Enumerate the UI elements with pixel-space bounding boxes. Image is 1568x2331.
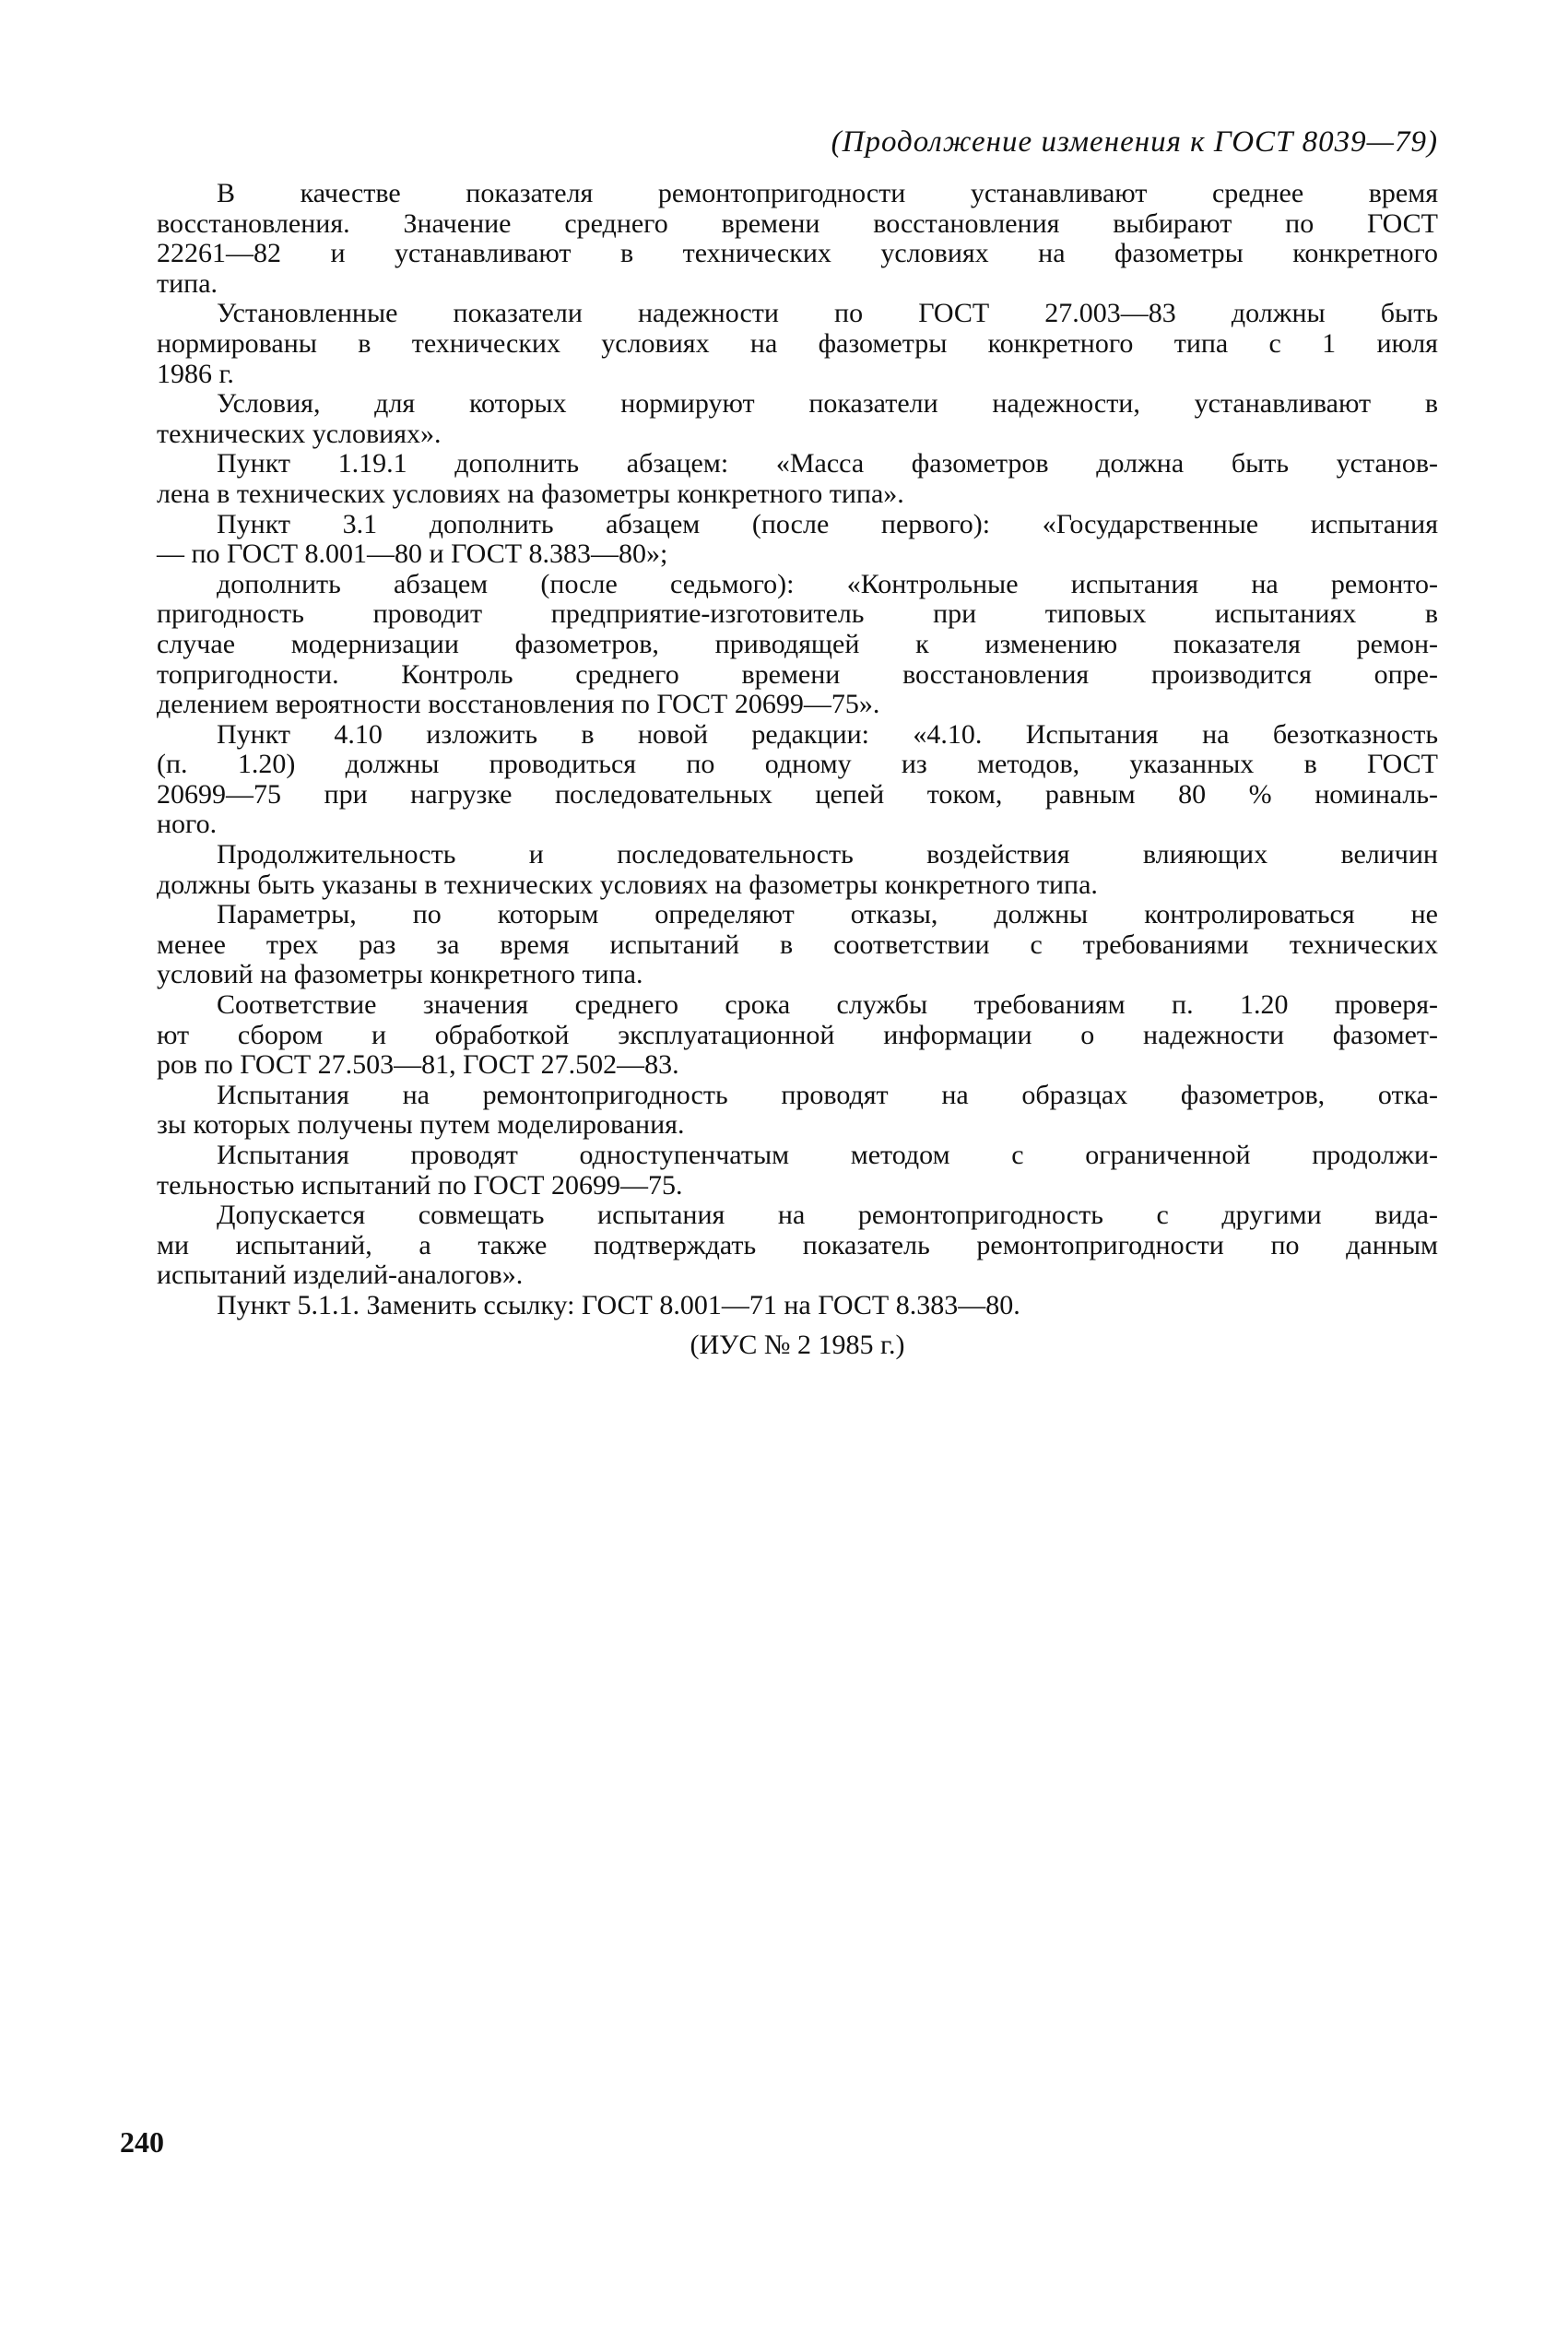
text-line: ного. [157,809,218,840]
text-line: Пункт 4.10 изложить в новой редакции: «4.10. Испытания на безотказность [217,718,1438,750]
text-line: менее трех раз за время испытаний в соответствии с требованиями технических [157,929,1438,960]
text-line: восстановления. Значение среднего времени восстановления выбирают по ГОСТ [157,207,1438,239]
text-line: технических условиях». [157,418,442,449]
text-line: Параметры, по которым определяют отказы, должны контролироваться не [217,899,1438,930]
page-number: 240 [120,2125,164,2159]
text-line: топригодности. Контроль среднего времени восстановления производится опре- [157,658,1438,690]
text-line: пригодность проводит предприятие-изготовитель при типовых испытаниях в [157,598,1438,630]
text-line: (п. 1.20) должны проводиться по одному из методов, указанных в ГОСТ [157,749,1438,780]
text-line: Соответствие значения среднего срока службы требованиям п. 1.20 проверя- [217,989,1438,1021]
text-line: 22261—82 и устанавливают в технических условиях на фазометры конкретного [157,238,1438,269]
text-line: Пункт 5.1.1. Заменить ссылку: ГОСТ 8.001—71 на ГОСТ 8.383—80. [217,1289,1020,1320]
text-line: тельностью испытаний по ГОСТ 20699—75. [157,1169,683,1201]
text-line: ров по ГОСТ 27.503—81, ГОСТ 27.502—83. [157,1049,679,1081]
text-line: 20699—75 при нагрузке последовательных цепей током, равным 80 % номиналь- [157,778,1438,810]
text-line: Условия, для которых нормируют показатели надежности, устанавливают в [217,388,1438,420]
text-line: В качестве показателя ремонтопригодности устанавливают среднее время [217,178,1438,208]
text-line: Испытания на ремонтопригодность проводят на образцах фазометров, отка- [217,1079,1438,1110]
text-line: ми испытаний, а также подтверждать показатель ремонтопригодности по данным [157,1229,1438,1260]
text-line: Испытания проводят одноступенчатым методом с ограниченной продолжи- [217,1140,1438,1170]
text-line: случае модернизации фазометров, приводящей к изменению показателя ремон- [157,628,1438,659]
text-line: ют сбором и обработкой эксплуатационной информации о надежности фазомет- [157,1019,1438,1050]
text-line: 1986 г. [157,358,234,389]
text-line: должны быть указаны в технических условиях на фазометры конкретного типа. [157,869,1098,900]
text-line: испытаний изделий-аналогов». [157,1260,524,1291]
text-line: типа. [157,267,218,299]
source-note: (ИУС № 2 1985 г.) [690,1329,905,1360]
text-line: делением вероятности восстановления по ГОСТ 20699—75». [157,689,880,720]
text-line: Пункт 3.1 дополнить абзацем (после первого): «Государственные испытания [217,508,1438,539]
text-line: Пункт 1.19.1 дополнить абзацем: «Масса фазометров должна быть установ- [217,448,1438,479]
text-line: условий на фазометры конкретного типа. [157,959,643,990]
text-line: нормированы в технических условиях на фазометры конкретного типа с 1 июля [157,327,1438,359]
document-body [157,179,1438,1360]
text-line: дополнить абзацем (после седьмого): «Контрольные испытания на ремонто- [217,568,1438,599]
running-header: (Продолжение изменения к ГОСТ 8039—79) [831,125,1438,159]
text-line: лена в технических условиях на фазометры конкретного типа». [157,478,904,509]
text-line: Установленные показатели надежности по ГОСТ 27.003—83 должны быть [217,298,1438,329]
text-line: Продолжительность и последовательность воздействия влияющих величин [217,839,1438,870]
text-line: — по ГОСТ 8.001—80 и ГОСТ 8.383—80»; [157,538,668,570]
text-line: Допускается совмещать испытания на ремонтопригодность с другими вида- [217,1200,1438,1231]
text-line: зы которых получены путем моделирования. [157,1109,685,1141]
